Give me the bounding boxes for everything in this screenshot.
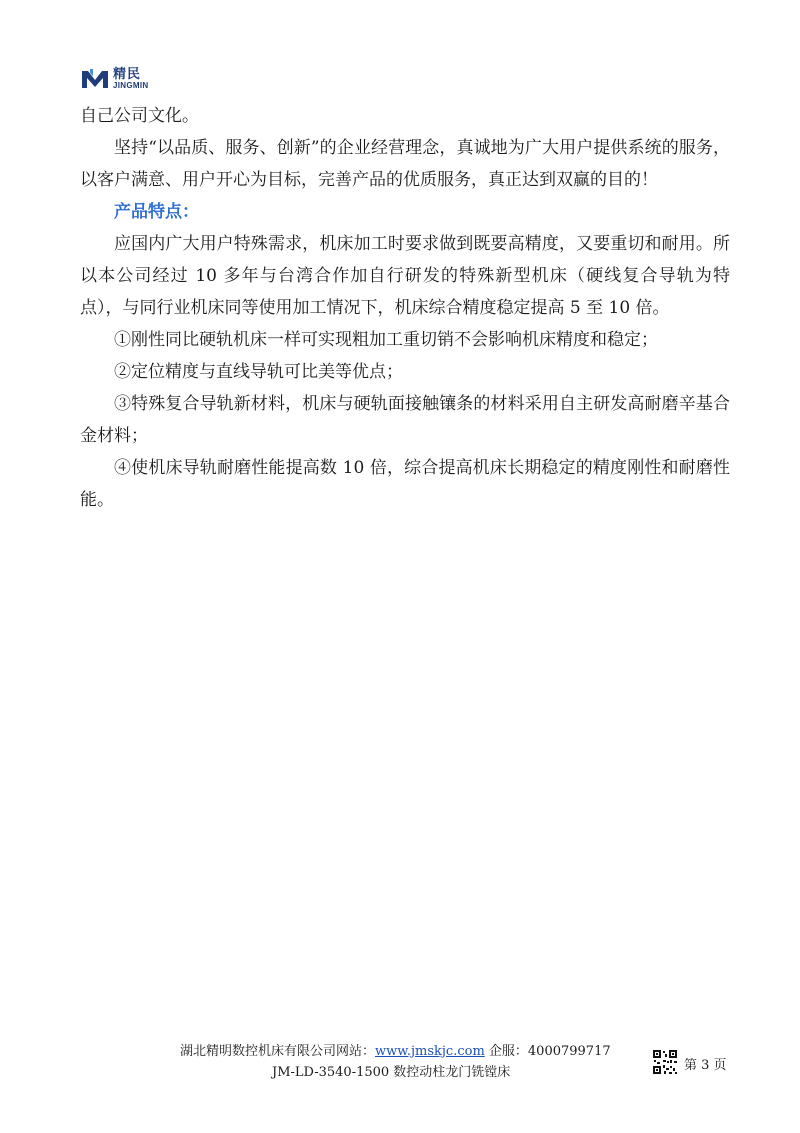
qr-code-icon	[652, 1049, 678, 1075]
jingmin-logo-icon	[80, 66, 110, 92]
feature-item-4: ④使机床导轨耐磨性能提高数 10 倍，综合提高机床长期稳定的精度刚性和耐磨性能。	[80, 458, 730, 510]
footer-contact-line	[180, 1040, 611, 1059]
section-heading-features: 产品特点：	[114, 202, 199, 222]
company-logo	[80, 66, 148, 92]
document-body	[80, 100, 730, 516]
feature-item-2: ②定位精度与直线导轨可比美等优点；	[114, 362, 403, 382]
logo-chinese-name: 精民	[113, 67, 142, 82]
footer-company: 湖北精明数控机床有限公司网站：	[180, 1044, 376, 1059]
paragraph-features-intro: 应国内广大用户特殊需求，机床加工时要求做到既要高精度，又要重切和耐用。所以本公司经过 10 多年与台湾合作加自行研发的特殊新型机床（硬线复合导轨为特点），与同行业机床同等使用加工情况下，机床综合精度稳定提高 5 至 10 倍。	[80, 234, 730, 318]
paragraph-culture: 自己公司文化。	[80, 106, 199, 126]
feature-item-1: ①刚性同比硬轨机床一样可实现粗加工重切销不会影响机床精度和稳定；	[114, 330, 658, 350]
page-number: 第 3 页	[684, 1058, 727, 1073]
logo-english-name: JINGMIN	[113, 81, 149, 90]
website-link[interactable]: www.jmskjc.com	[375, 1044, 485, 1059]
feature-item-3: ③特殊复合导轨新材料，机床与硬轨面接触镶条的材料采用自主研发高耐磨辛基合金材料；	[80, 394, 730, 446]
footer-product-name: JM-LD-3540-1500 数控动柱龙门铣镗床	[272, 1065, 511, 1080]
paragraph-philosophy: 坚持“以品质、服务、创新”的企业经营理念，真诚地为广大用户提供系统的服务，以客户满意、用户开心为目标，完善产品的优质服务，真正达到双赢的目的！	[80, 138, 730, 190]
footer-service-phone: 企服：4000799717	[484, 1044, 611, 1059]
